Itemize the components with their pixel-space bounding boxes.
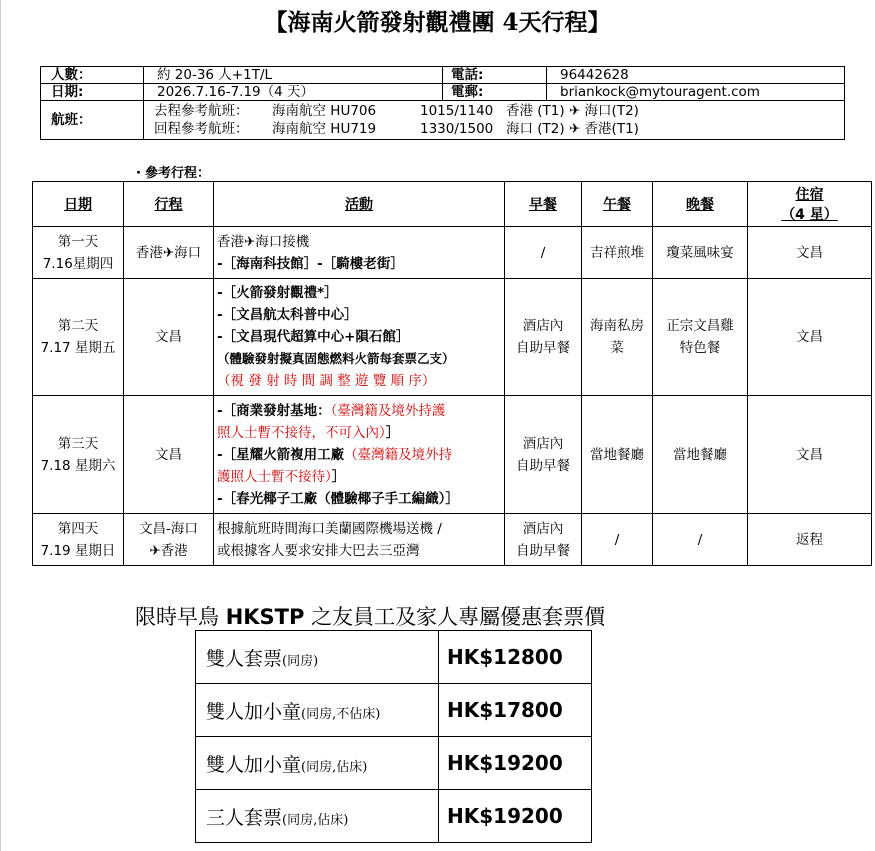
date-value: 2026.7.16-7.19（4 天） — [144, 84, 443, 101]
header-hotel: 住宿 （4 星） — [748, 182, 872, 227]
promo-title: 限時早鳥 HKSTP 之友員工及家人專屬優惠套票價 — [135, 605, 606, 629]
activity-cell: 香港✈海口接機 -［海南科技館］-［騎樓老街］ — [214, 227, 505, 279]
breakfast-cell: 酒店內 自助早餐 — [505, 514, 582, 566]
activity-cell: -［商業發射基地：（臺灣籍及境外持護 照人士暫不接待，不可入內）］ -［星耀火箭複用工廠（臺灣籍及境外持 護照人士暫不接待）］ -［春光椰子工廠（體驗椰子手工編織）］ — [214, 396, 505, 514]
package-name: 雙人加小童(同房,不佔床) — [196, 684, 439, 737]
date-label: 日期: — [41, 84, 144, 101]
route-cell: 文昌-海口 ✈香港 — [124, 514, 214, 566]
dinner-cell: / — [653, 514, 748, 566]
itinerary-section-label: ・參考行程： — [132, 166, 211, 181]
info-row-flight — [41, 101, 845, 140]
route-cell: 文昌 — [124, 396, 214, 514]
header-dinner: 晚餐 — [653, 182, 748, 227]
package-name: 雙人加小童(同房,佔床) — [196, 737, 439, 790]
breakfast-cell: 酒店內 自助早餐 — [505, 279, 582, 396]
people-label: 人數： — [41, 67, 144, 84]
package-price: HK$19200 — [439, 790, 592, 843]
header-day: 日期 — [33, 182, 124, 227]
outbound-flight: 去程參考航班： 海南航空 HU706 1015/1140 香港 (T1) ✈ 海口(T2) — [154, 103, 639, 119]
activity-cell: 根據航班時間海口美蘭國際機場送機 / 或根據客人要求安排大巴去三亞灣 — [214, 514, 505, 566]
dinner-cell: 瓊菜風味宴 — [653, 227, 748, 279]
package-price: HK$19200 — [439, 737, 592, 790]
route-cell: 文昌 — [124, 279, 214, 396]
return-flight: 回程參考航班： 海南航空 HU719 1330/1500 海口 (T2) ✈ 香港(T1) — [154, 121, 639, 137]
hotel-cell: 文昌 — [748, 396, 872, 514]
dinner-cell: 當地餐廳 — [653, 396, 748, 514]
page-edge — [0, 0, 1, 851]
price-row — [196, 790, 592, 843]
package-name: 三人套票(同房,佔床) — [196, 790, 439, 843]
hotel-cell: 返程 — [748, 514, 872, 566]
day-cell: 第三天 7.18 星期六 — [33, 396, 124, 514]
package-price: HK$12800 — [439, 631, 592, 684]
header-breakfast: 早餐 — [505, 182, 582, 227]
route-cell: 香港✈海口 — [124, 227, 214, 279]
itinerary-row-day4 — [33, 514, 872, 566]
info-row-date — [41, 84, 845, 101]
phone-label: 電話: — [443, 67, 547, 84]
itinerary-row-day3 — [33, 396, 872, 514]
price-row — [196, 631, 592, 684]
breakfast-cell: / — [505, 227, 582, 279]
flight-details — [144, 101, 845, 140]
lunch-cell: / — [582, 514, 653, 566]
itinerary-header-row — [33, 182, 872, 227]
header-activity: 活動 — [214, 182, 505, 227]
hotel-cell: 文昌 — [748, 279, 872, 396]
itinerary-row-day2 — [33, 279, 872, 396]
day-cell: 第一天 7.16星期四 — [33, 227, 124, 279]
price-row — [196, 737, 592, 790]
info-row-people — [41, 67, 845, 84]
tour-info-table — [40, 66, 845, 140]
email-label: 電郵: — [443, 84, 547, 101]
breakfast-cell: 酒店內 自助早餐 — [505, 396, 582, 514]
itinerary-table — [32, 181, 872, 566]
header-lunch: 午餐 — [582, 182, 653, 227]
lunch-cell: 吉祥煎堆 — [582, 227, 653, 279]
itinerary-row-day1 — [33, 227, 872, 279]
page-title: 【海南火箭發射觀禮團 4天行程】 — [264, 9, 611, 36]
package-price: HK$17800 — [439, 684, 592, 737]
header-route: 行程 — [124, 182, 214, 227]
phone-value: 96442628 — [547, 67, 845, 84]
people-value: 約 20-36 人+1T/L — [144, 67, 443, 84]
dinner-cell: 正宗文昌雞 特色餐 — [653, 279, 748, 396]
day-cell: 第二天 7.17 星期五 — [33, 279, 124, 396]
price-row — [196, 684, 592, 737]
email-value: briankock@mytouragent.com — [547, 84, 845, 101]
day-cell: 第四天 7.19 星期日 — [33, 514, 124, 566]
package-name: 雙人套票(同房) — [196, 631, 439, 684]
price-table — [195, 630, 592, 843]
activity-cell: -［火箭發射觀禮*］ -［文昌航太科普中心］ -［文昌現代超算中心+隕石館］ （體驗發射擬真固態燃料火箭每套票乙支） （視 發 射 時 間 調 整 遊 覽 順 序） — [214, 279, 505, 396]
lunch-cell: 當地餐廳 — [582, 396, 653, 514]
hotel-cell: 文昌 — [748, 227, 872, 279]
lunch-cell: 海南私房 菜 — [582, 279, 653, 396]
flight-label: 航班： — [41, 101, 144, 140]
